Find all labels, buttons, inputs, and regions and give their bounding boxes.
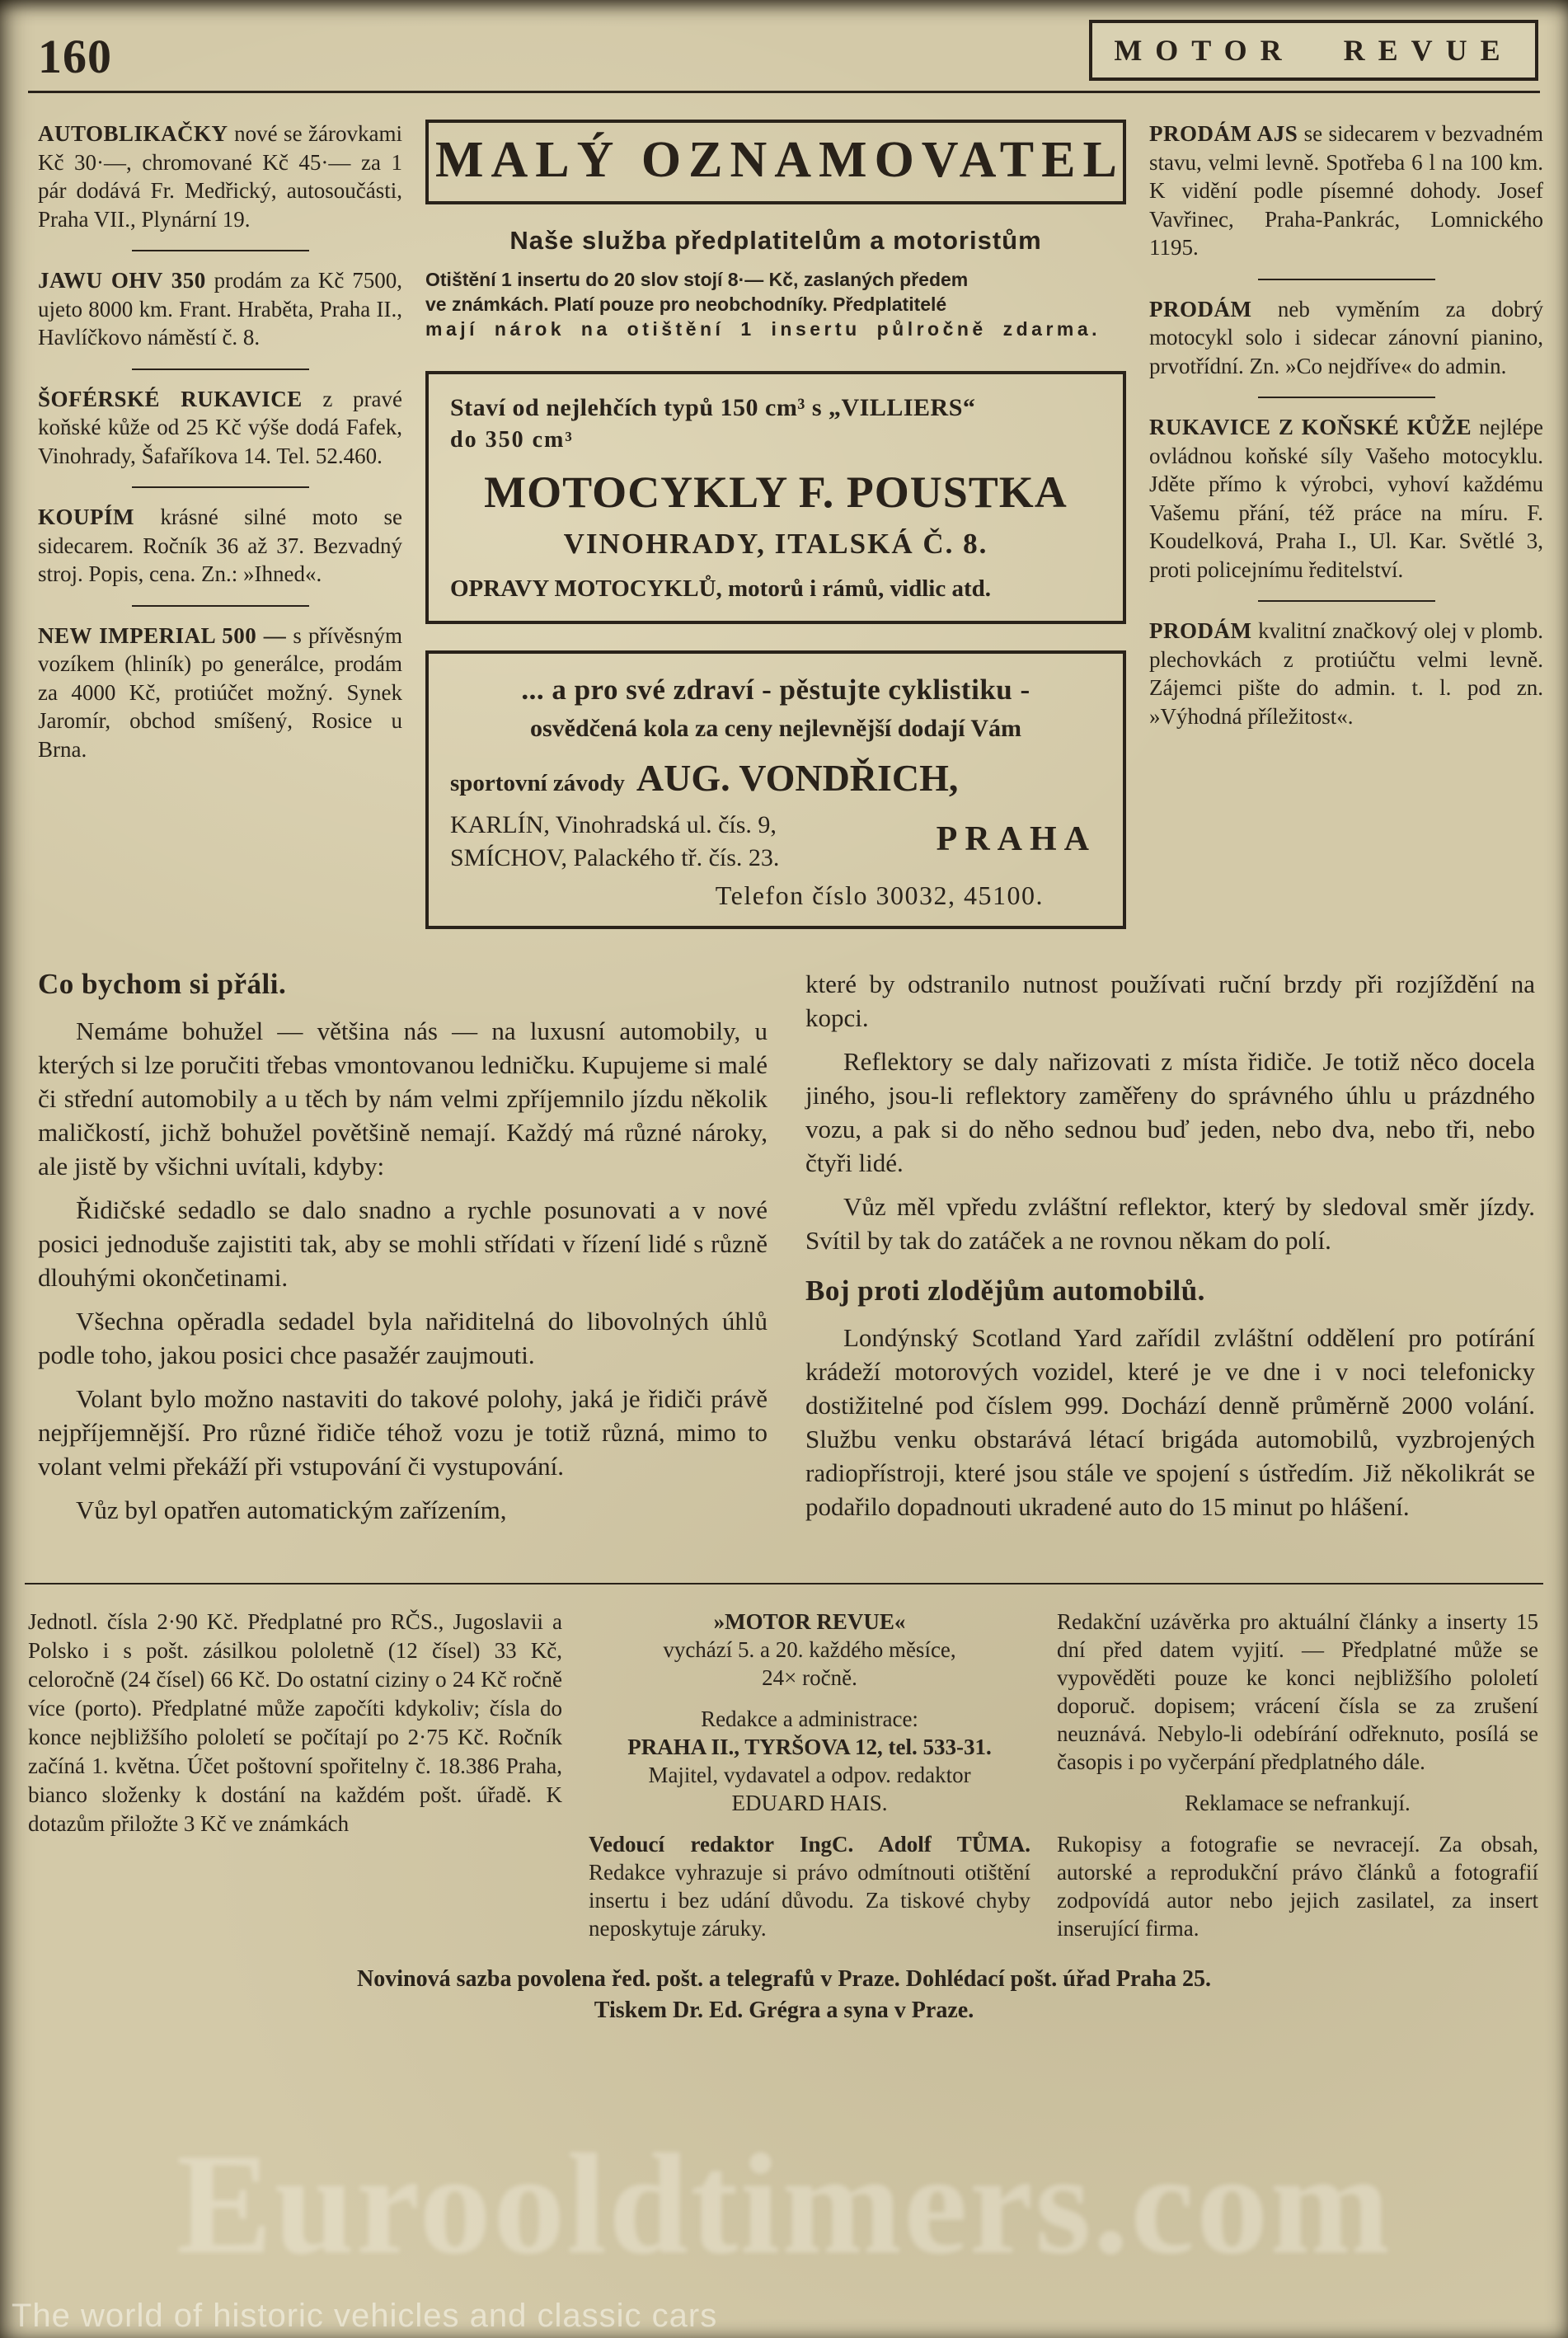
right-ads-column [1149,120,1543,929]
vondrich-intro: sportovní závody [450,770,625,796]
editorial-office-address: PRAHA II., TYRŠOVA 12, tel. 533-31. [627,1735,992,1759]
vondrich-phone: Telefon číslo 30032, 45100. [715,880,1044,910]
ad-separator [1258,279,1435,280]
terms-line-3: mají nárok na otištění 1 insertu půlročně zdarma. [425,318,1101,340]
publication-frequency: 24× ročně. [762,1665,857,1690]
ad-lead: JAWU OHV 350 [38,268,206,293]
article-paragraph: Řidičské sedadlo se dalo snadno a rychle posunovati a v nové posici jednoduše zajistiti tak, aby se mohli střídati v řízení lidé s různě dlouhými okončetinami. [38,1195,768,1292]
vondrich-name-row [450,756,1101,800]
editorial-notes [1057,1608,1538,1942]
terms-line-1: Otištění 1 insertu do 20 slov stojí 8·— Kč, zaslaných předem [425,269,969,290]
publisher-name: EDUARD HAIS. [731,1791,888,1815]
ad-separator [132,486,309,488]
publisher-label: Majitel, vydavatel a odpov. redaktor [648,1763,971,1787]
spacer [589,1692,1030,1705]
poustka-intro-2: do 350 cm³ [450,427,574,453]
ad-text: se sidecarem v bezvadném stavu, velmi levně. Spotřeba 6 l na 100 km. K vidění podle písemné dohody. Josef Vavřinec, Praha-Pankrác, Lomnického 1195. [1149,121,1543,260]
article-section [0,929,1568,1537]
imprint-line-2: Tiskem Dr. Ed. Grégra a syna v Praze. [594,1998,974,2023]
magazine-name: »MOTOR REVUE« [713,1609,906,1634]
masthead-box [1089,20,1538,81]
classified-ad-soferske-rukavice [38,385,402,471]
poustka-title: MOTOCYKLY F. POUSTKA [484,467,1068,517]
vondrich-body [450,806,1101,872]
ad-lead: RUKAVICE Z KOŇSKÉ KŮŽE [1149,415,1472,439]
classifieds-section [0,93,1568,929]
ad-text: kvalitní značkový olej v plomb. plechovkách z protiúčtu velmi levně. Zájemci pište do admin. t. l. pod zn. »Výhodná příležitost«. [1149,618,1544,729]
article-paragraph: které by odstranilo nutnost používati ruční brzdy při rozjíždění na kopci. [805,969,1535,1032]
editorial-office-label: Redakce a administrace: [701,1707,918,1731]
article-paragraph: Všechna opěradla sedadel byla nařiditelná do libovolných úhlů podle toho, jakou posici chce pasažér zaujmouti. [38,1307,768,1369]
ad-text: prodám za Kč 7500, ujeto 8000 km. Frant. Hraběta, Praha II., Havlíčkovo náměstí č. 8. [38,268,402,350]
left-ads-column [38,120,402,929]
classified-ad-new-imperial-500 [38,622,402,764]
article-paragraph: Londýnský Scotland Yard zařídil zvláštní oddělení pro potírání krádeží motorových vozidel, které je ve dne i v noci telefonicky dostižitelné pod číslem 999. Dochází denně průměrně 2000 volání. Službu venku obstarává létací brigáda automobilů, vyzbrojených radiopřístroji, které jsou stále ve spojení s ústředím. Již několikrát se podařilo dopadnouti ukradené auto do 15 minut po hlášení. [805,1323,1535,1521]
vondrich-addresses [450,806,779,872]
ad-text: krásné silné moto se sidecarem. Ročník 36 až 37. Bezvadný stroj. Popis, cena. Zn.: »Ihned«. [38,505,402,586]
ad-separator [1258,397,1435,398]
vondrich-ad-box [425,650,1126,929]
vondrich-slogan-1: ... a pro své zdraví - pěstujte cyklistiku - [521,674,1030,706]
complaints-note: Reklamace se nefrankují. [1185,1791,1411,1815]
ad-text: nejlépe ovládnou koňské síly Vašeho motocyklu. Jděte přímo k výrobci, vyhoví každému Vašemu přání, též práce na míru. F. Koudelková, Praha I., Ul. Kar. Světlé 3, proti policejnímu ředitelství. [1149,415,1543,582]
ad-text: neb vyměním za dobrý motocykl solo i sidecar zánovní pianino, prvotřídní. Zn. »Co nejdříve« do admin. [1149,296,1544,378]
article-paragraph: Nemáme bohužel — většina nás — na luxusní automobily, u kterých si lze poručiti třebas vmontovanou ledničku. Kupujeme si malé či střední automobily a u těch by nám velmi zpříjemnilo jízdu několik maličkostí, jichž bohužel povětšině nemají. Každý má různé nároky, ale jistě by všichni uvítali, kdyby: [38,1016,768,1181]
ad-lead: PRODÁM [1149,618,1252,643]
classified-ad-autoblikacky [38,120,402,233]
editor-note [589,1830,1030,1942]
article-paragraph: Vůz byl opatřen automatickým zařízením, [76,1495,507,1524]
ad-separator [132,605,309,607]
imprint-section [0,1584,1568,1942]
article-paragraph: Reflektory se daly nařizovati z místa řidiče. Je totiž něco docela jiného, jsou-li reflektory zaměřeny do správného úhlu u prázdného vozu, a pak si do něho sednou buď jeden, nebo dva, nebo tři, nebo čtyři lidé. [805,1047,1535,1177]
ad-lead: NEW IMPERIAL 500 — [38,622,287,648]
article-column-left [38,967,768,1537]
vondrich-name: AUG. VONDŘICH, [636,757,959,799]
maly-oznamovatel-title: MALÝ OZNAMOVATEL [435,132,1124,188]
ad-separator [132,369,309,370]
print-imprint [0,1964,1568,2026]
classified-ad-prodam-olej [1149,617,1543,730]
ad-lead: ŠOFÉRSKÉ RUKAVICE [38,386,303,411]
ad-text: nové se žárovkami Kč 30·—, chromované Kč 45·— za 1 pár dodává Fr. Medřický, autosoučásti, Praha VII., Plynární 19. [38,121,403,232]
article-paragraph: Volant bylo možno nastaviti do takové polohy, jaká je řidiči právě nejpříjemnější. Pro různé řidiče téhož vozu je totiž různá, mimo to volant velmi překáží při vstupování či vystupování. [38,1384,768,1481]
vondrich-slogan-2: osvědčená kola za ceny nejlevnější dodají Vám [529,715,1022,742]
center-column [425,120,1126,929]
oznamovatel-subtitle: Naše služba předplatitelům a motoristům [509,226,1042,255]
ad-lead: KOUPÍM [38,505,134,529]
classified-ad-rukavice-z-konske-kuze [1149,413,1543,584]
terms-line-2: ve známkách. Platí pouze pro neobchodníky. Předplatitelé [425,293,947,315]
vondrich-city: PRAHA [936,820,1096,858]
classified-ad-jawa-ohv-350 [38,266,402,352]
page-number: 160 [38,30,112,83]
vondrich-address-2: SMÍCHOV, Palackého tř. čís. 23. [450,844,780,871]
ad-lead: PRODÁM [1149,296,1252,322]
vondrich-address-1: KARLÍN, Vinohradská ul. čís. 9, [450,811,777,838]
article-heading-2: Boj proti zlodějům automobilů. [805,1275,1205,1307]
masthead-title: MOTOR REVUE [1114,34,1514,67]
publication-schedule: vychází 5. a 20. každého měsíce, [663,1637,956,1662]
editor-disclaimer: Redakce vyhrazuje si právo odmítnouti otištění insertu i bez udání důvodu. Za tiskové chyby neposkytuje záruky. [589,1860,1030,1941]
ad-separator [132,250,309,251]
subscription-info: Jednotl. čísla 2·90 Kč. Předplatné pro RČS., Jugoslavii a Polsko i s pošt. zásilkou pololetně (12 čísel) 33 Kč, celoročně (24 čísel) 66 Kč. Do ostatní ciziny o 24 Kč ročně více (porto). Předplatné může započíti kdykoliv; čísla do konce nejbližšího pololetí se počítají po 2·75 Kč. Ročník začíná 1. května. Účet poštovní spořitelny č. 18.386 Praha, bianco složenky k dostání na každém pošt. úřadě. K dotazům přiložte 3 Kč ve známkách [28,1609,562,1836]
poustka-address: VINOHRADY, ITALSKÁ Č. 8. [563,528,988,560]
publisher-info [589,1608,1030,1942]
ad-separator [1258,600,1435,602]
oznamovatel-terms [425,267,1126,341]
classified-ad-prodam-pianino [1149,295,1543,381]
imprint-line-1: Novinová sazba povolena řed. pošt. a telegrafů v Praze. Dohlédací pošt. úřad Praha 25. [357,1966,1211,1992]
deadline-note: Redakční uzávěrka pro aktuální články a inserty 15 dní před datem vyjití. — Předplatné může se vypověděti pouze ke konci nejbližšího pololetí doporuč. dopisem; vrácení čísla se za zrušení neuznává. Nebylo-li odebírání odřeknuto, posílá se časopis i po vyčerpání předplatného dále. [1057,1609,1538,1774]
article-heading-1: Co bychom si přáli. [38,968,287,1000]
article-column-right [805,967,1535,1537]
poustka-services: OPRAVY MOTOCYKLŮ, motorů i rámů, vidlic atd. [450,575,991,602]
watermark-tagline: The world of historic vehicles and classic cars [12,2298,718,2334]
ad-lead: AUTOBLIKAČKY [38,121,228,146]
poustka-intro-1: Staví od nejlehčích typů 150 cm³ s „VILLIERS“ [450,394,976,421]
poustka-ad-box [425,371,1126,624]
classified-ad-prodam-ajs [1149,120,1543,262]
manuscripts-note: Rukopisy a fotografie se nevracejí. Za obsah, autorské a reprodukční právo článků a fotografií zodpovídá autor nebo jejich zasilatel, za insert inserující firma. [1057,1832,1538,1941]
ad-lead: PRODÁM AJS [1149,121,1298,146]
watermark-logo: Eurooldtimers.com [176,2124,1392,2284]
maly-oznamovatel-box [425,120,1126,204]
article-paragraph: Vůz měl vpředu zvláštní reflektor, který by sledoval směr jízdy. Svítil by tak do zatáček a ne rovnou někam do polí. [805,1192,1535,1255]
classified-ad-koupim-moto [38,503,402,589]
ad-text: z pravé koňské kůže od 25 Kč výše dodá Fafek, Vinohrady, Šafaříkova 14. Tel. 52.460. [38,386,402,468]
ad-text: s přívěsným vozíkem (hliník) po generálce, prodám za 4000 Kč, protiúčet možný. Synek Jaromír, obchod smíšený, Rosice u Brna. [38,622,402,762]
page-header [0,0,1568,81]
chief-editor: Vedoucí redaktor IngC. Adolf TŮMA. [589,1832,1030,1857]
